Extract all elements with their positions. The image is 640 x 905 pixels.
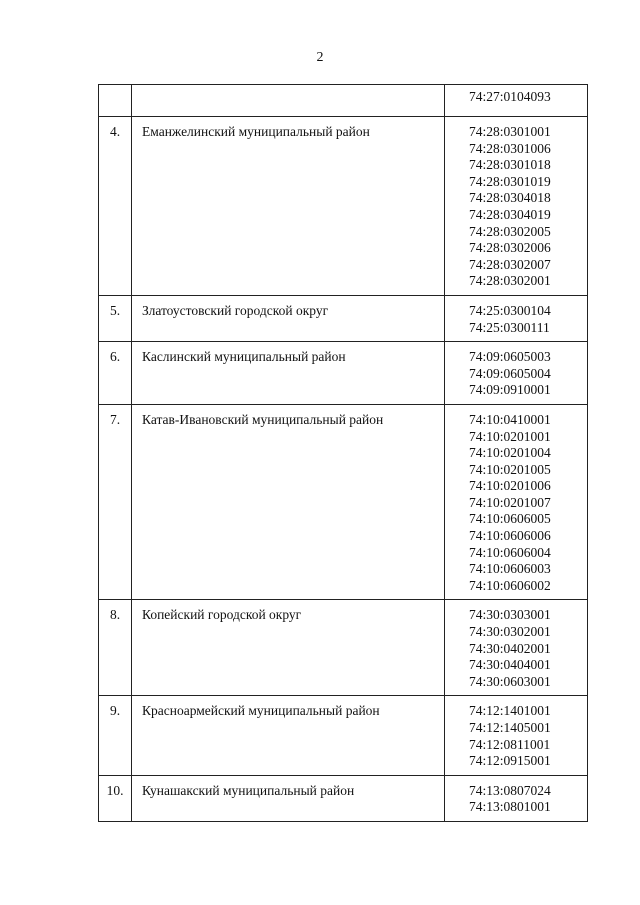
cadastral-codes [445,696,588,775]
municipality-name: Красноармейский муниципальный район [132,696,445,775]
table-row [99,404,588,600]
table-row [99,696,588,775]
row-number [99,85,132,117]
cadastral-code: 74:28:0301018 [469,157,551,173]
registry-table [98,84,588,822]
cadastral-code: 74:10:0606003 [469,561,551,577]
cadastral-code: 74:12:0915001 [469,753,551,769]
cadastral-code: 74:28:0301001 [469,124,551,139]
cadastral-code: 74:27:0104093 [469,89,551,104]
cadastral-codes [445,295,588,341]
cadastral-code: 74:10:0606006 [469,528,551,544]
cadastral-code: 74:10:0201005 [469,461,551,477]
cadastral-code: 74:28:0302007 [469,256,551,272]
row-number: 4. [99,117,132,296]
page-number: 2 [316,50,324,65]
row-number: 8. [99,600,132,696]
cadastral-code: 74:28:0302001 [469,273,551,289]
municipality-name: Каслинский муниципальный район [132,342,445,405]
cadastral-codes [445,85,588,117]
table-row [99,85,588,117]
cadastral-code: 74:09:0605003 [469,349,551,365]
cadastral-code: 74:25:0300111 [469,319,550,335]
municipality-name: Копейский городской округ [132,600,445,696]
cadastral-code: 74:10:0606002 [469,577,551,593]
cadastral-code: 74:12:1401001 [469,703,551,719]
cadastral-code: 74:09:0910001 [469,382,551,398]
cadastral-code: 74:10:0201006 [469,478,551,494]
table-row [99,295,588,341]
table-row [99,600,588,696]
row-number: 10. [99,775,132,821]
cadastral-code: 74:28:0302005 [469,223,551,239]
cadastral-codes [445,342,588,405]
municipality-name: Кунашакский муниципальный район [132,775,445,821]
cadastral-code: 74:25:0300104 [469,302,551,318]
cadastral-code: 74:30:0603001 [469,673,551,689]
cadastral-code: 74:30:0404001 [469,657,551,673]
cadastral-code: 74:30:0402001 [469,640,551,656]
cadastral-code: 74:12:0811001 [469,736,551,752]
cadastral-code: 74:30:0302001 [469,624,551,640]
registry-table-body [99,85,588,822]
row-number: 5. [99,295,132,341]
cadastral-code: 74:28:0301006 [469,140,551,156]
cadastral-code: 74:13:0807024 [469,782,551,798]
municipality-name: Еманжелинский муниципальный район [132,117,445,296]
cadastral-codes [445,600,588,696]
cadastral-code: 74:10:0606005 [469,511,551,527]
cadastral-code: 74:10:0606004 [469,544,551,560]
row-number: 9. [99,696,132,775]
cadastral-code: 74:28:0304019 [469,206,551,222]
municipality-name [132,85,445,117]
cadastral-code: 74:10:0201007 [469,494,551,510]
cadastral-code: 74:28:0301019 [469,173,551,189]
cadastral-code: 74:12:1405001 [469,720,551,735]
cadastral-code: 74:10:0201004 [469,445,551,461]
table-row [99,775,588,821]
cadastral-codes [445,117,588,296]
row-number: 6. [99,342,132,405]
cadastral-code: 74:10:0410001 [469,411,551,427]
table-row [99,342,588,405]
cadastral-codes [445,775,588,821]
cadastral-code: 74:28:0302006 [469,240,551,256]
row-number: 7. [99,404,132,600]
cadastral-code: 74:09:0605004 [469,365,551,381]
municipality-name: Катав-Ивановский муниципальный район [132,404,445,600]
cadastral-code: 74:30:0303001 [469,607,551,623]
cadastral-code: 74:10:0201001 [469,428,551,444]
cadastral-code: 74:28:0304018 [469,190,551,206]
table-row [99,117,588,296]
cadastral-code: 74:13:0801001 [469,799,551,815]
cadastral-codes [445,404,588,600]
municipality-name: Златоустовский городской округ [132,295,445,341]
